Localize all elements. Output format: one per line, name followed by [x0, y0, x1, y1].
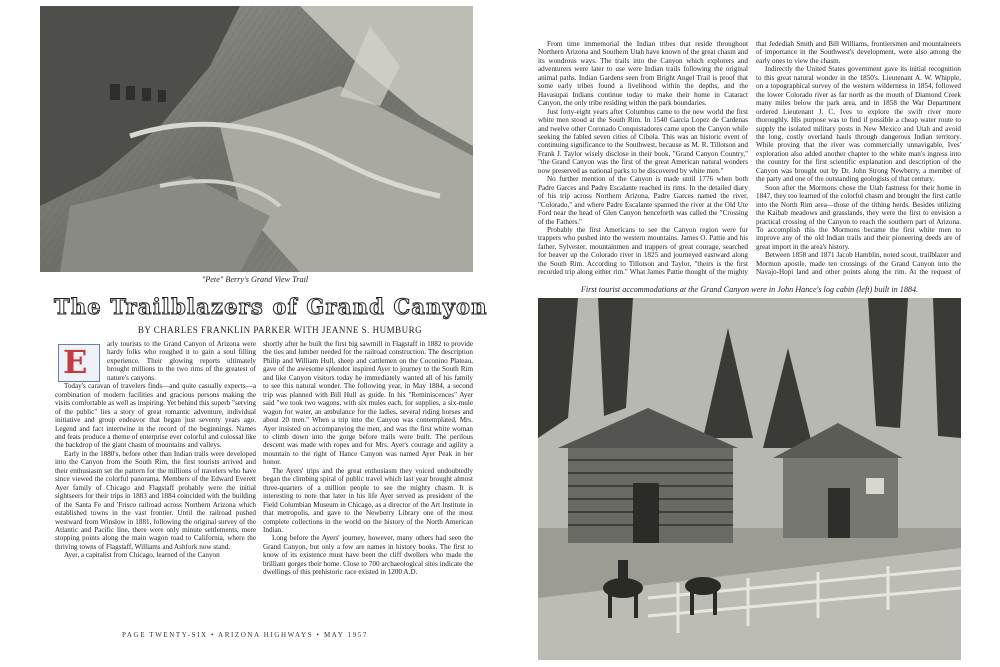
drop-cap: [55, 342, 101, 382]
paragraph: Between 1858 and 1871 Jacob Hamblin, noted scout, trailblazer and Mormon apostle, made ten crossings of the Grand Canyon into the Navajo-Hopi land and other points along the rim. At the request of: [756, 251, 961, 276]
paragraph: Probably the first Americans to see the Canyon region were fur trappers who pushed into the western mountains. James O. Pattie and his father, Sylvester, mountainmen and trappers of great courage, searched for beaver up the Colorado river in 1825 and journeyed eastward along the South Rim. According to Tillotson and Taylor, "theirs is the first recorded trip along either rim." What James Pattie thought of the mighty: [538, 225, 748, 276]
paragraph: arly tourists to the Grand Canyon of Arizona were hardy folks who roughed it to gain a soul filling experience. Their glowing reports ultimately brought millions to the two rims of the greatest of nature's canyons.: [107, 340, 256, 382]
text-column-1: [55, 340, 256, 610]
paragraph: Today's caravan of travelers finds—and quite casually expects—a combination of modern facilities and gracious persons making the visits comfortable as well as inspiring. Yet behind this superb "serving of the public" lies a story of great romantic adventure, individual initiative and group endeavor that began just seventy years ago. Legend and fact intertwine in the record of the beginnings. Names and feats produce a theme of enterprise ever colorful and colossal like the backdrop of the giant chasm of mountains and valleys.: [55, 382, 256, 450]
drop-cap-letter: E: [63, 343, 88, 381]
paragraph: Just forty-eight years after Columbus came to the new world the first white men stood at the South Rim. In 1540 Garcia Lopez de Cardenas and twelve other Coronado Conquistadores came upon the Canyon while seeking the fabled seven cities of Cibola. This was an historic event of continuing significance to the Southwest, because as M. R. Tillotson and Frank J. Taylor wisely disclose in their book, "Grand Canyon Country," "the Grand Canyon was the first of the great American natural wonders now preserved as national parks to be discovered by white men.": [538, 107, 748, 175]
text-column-2: [263, 340, 473, 610]
article-headline: The Trailblazers of Grand Canyon: [54, 294, 488, 319]
paragraph: Soon after the Mormons chose the Utah fastness for their home in 1847, they too learned of the colorful chasm and brought the first cattle into the North Rim area—those of the tithing herds. Besides utilizing the Kaibab meadows and grasslands, they were the first to envision a practical crossing of the Canyon to reach the southern part of Arizona. To accomplish this the Mormons became the first white men to improve any of the old Indian trails and their pioneering deeds are of great import in the area's history.: [756, 183, 961, 251]
text-column-3: [538, 40, 748, 276]
article-byline: BY CHARLES FRANKLIN PARKER WITH JEANNE S. HUMBURG: [137, 325, 423, 335]
paragraph: Indirectly the United States government gave its initial recognition to this great natural wonder in the 1850's. Lieutenant A. W. Whipple, on a topographical survey of the western wilderness in 1854, followed the lower Colorado river as far north as the mouth of Diamond Creek many miles below the park area, and in 1858 the War Department ordered Lieutenant J. C. Ives to explore the swift river more thoroughly. His purpose was to find if possible a cheap water route to supply the isolated military posts in New Mexico and Utah and avoid the long, costly overland hauls through dangerous Indian territory. While proving that the river was commercially unnavigable, Ives' exploration also added another chapter to the white man's ingress into the country for the first scientific explanation and description of the Canyon was brought out by Dr. John Strong Newberry, a member of the party and one of the outstanding geologists of that century.: [756, 65, 961, 184]
text-column-4: [756, 40, 961, 276]
page-footer: PAGE TWENTY-SIX • ARIZONA HIGHWAYS • MAY 1957: [122, 631, 368, 639]
grand-view-trail-photo: [40, 6, 473, 272]
top-photo-caption: "Pete" Berry's Grand View Trail: [201, 275, 309, 284]
paragraph: shortly after he built the first big sawmill in Flagstaff in 1882 to provide the ties and lumber needed for the railroad construction. The description Philip and William Hull, sheep and cattlemen on the Coconino Plateau, gave of the awesome splendor inspired Ayer to journey to the South Rim and like Canyon visitors today he immediately wanted all of his family to see this natural wonder. The following year, in May 1884, a second trip was planned with Bill Hull as guide. In his "Reminiscences" Ayer said "we took two wagons, with six mules each, for supplies, a six-mule wagon for water, an ambulance for the ladies, several riding horses and about 20 men." When a trip into the Canyon was contemplated, Mrs. Ayer insisted on accompanying the men, and was the first white woman to climb down into the gorge before trails were built. The perilous descent was made with ropes and for Mrs. Ayer's courage and agility a mountain to the right of Hance Canyon was named Ayer Peak in her honor.: [263, 340, 473, 467]
bottom-photo-caption: First tourist accommodations at the Grand Canyon were in John Hance's log cabin (left) built in 1884.: [580, 285, 919, 294]
hance-log-cabin-photo: [538, 298, 961, 660]
paragraph: From time immemorial the Indian tribes that reside throughout Northern Arizona and Southern Utah have known of the great chasm and its wondrous ways. The trails into the Canyon which explorers and adventurers were later to use were Indian trails following the original animal paths. Indian Gardens seen from Bright Angel Trail is proof that some early tribes found a livelihood within the depths, and the Havasupai Indians continue today to make their home in Cataract Canyon, the only tribe residing within the park boundaries.: [538, 40, 748, 108]
paragraph: Early in the 1880's, before other than Indian trails were developed into the Canyon from the South Rim, the first tourists arrived and their enthusiasm set the pattern for the millions of travelers who have since viewed the colorful panorama. Members of the Edward Everett Ayer family of Chicago and Flagstaff probably were the initial sightseers for their trips in 1883 and 1884 coincided with the building of the Santa Fe and 'Frisco railroad across Northern Arizona which established towns in the vast frontier. Until the railroad pushed westward from Winslow in 1881, following the original survey of the Atlantic and Pacific line, there were only minute settlements, mere stopping points along the main wagon road to California, where the thriving towns of Flagstaff, Williams and Ashfork now stand.: [55, 449, 256, 551]
paragraph: that Jedediah Smith and Bill Williams, frontiersmen and mountaineers of importance in the Southwest's development, were also among the early ones to view the chasm.: [756, 40, 961, 65]
paragraph: No further mention of the Canyon is made until 1776 when both Padre Garces and Padre Escalante reached its rims. In the detailed diary of his trip across Northern Arizona, Padre Garces named the river, "Colorado," and where Padre Escalante spanned the river at the Old Ute Ford near the head of Glen Canyon henceforth was called the "Crossing of the Fathers.": [538, 175, 748, 226]
paragraph: The Ayers' trips and the great enthusiasm they voiced undoubtedly began the climbing spiral of public travel which last year brought almost three-quarters of a million people to see the mighty chasm. It is interesting to note that later in his life Ayer served as president of the Field Columbian Museum in Chicago, as a director of the Art Institute in that metropolis, and gave to the Newberry Library one of the most complete collections in the world on the history of the North American Indian.: [263, 466, 473, 534]
paragraph: Ayer, a capitalist from Chicago, learned of the Canyon: [64, 551, 220, 560]
paragraph: Long before the Ayers' journey, however, many others had seen the Grand Canyon, but only a few are names in history books. The first to know of its existence must have been the cliff dwellers who made the brilliant gorges their home. Close to 700 archaeological sites indicate the dwellings of this prehistoric race existed in 1200 A.D.: [263, 534, 473, 577]
